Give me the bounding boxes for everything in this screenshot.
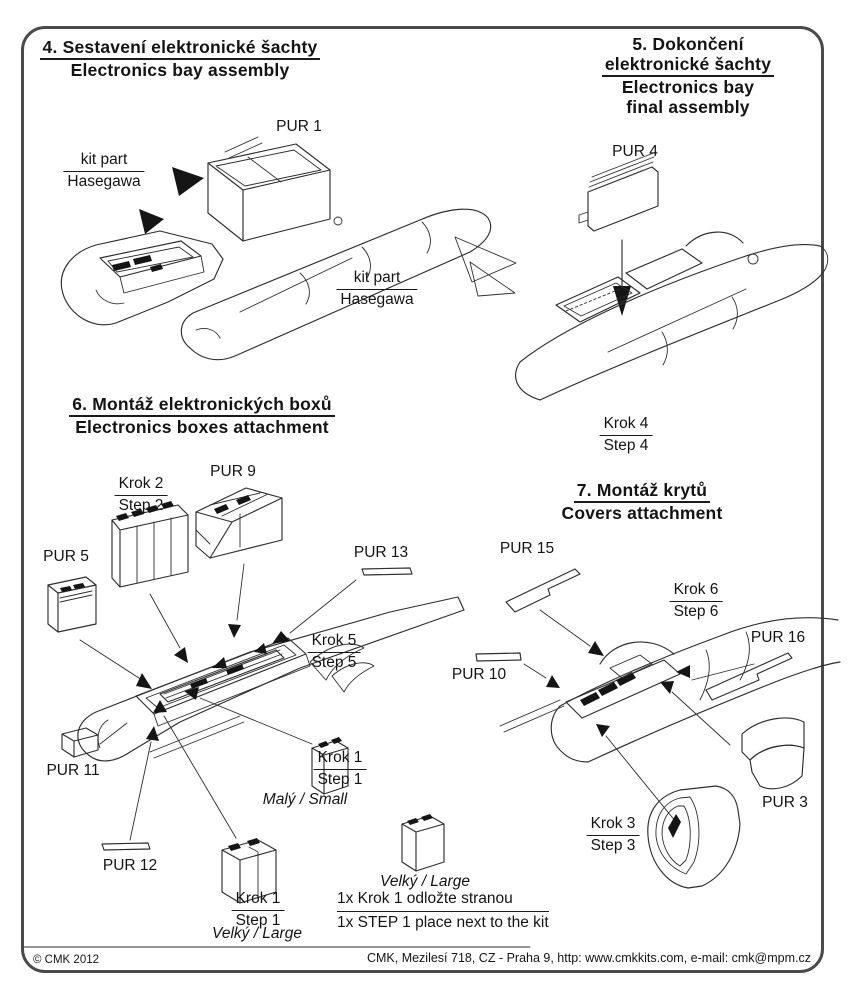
arrow-icon bbox=[212, 657, 227, 668]
step5-title-cs-2: elektronické šachty bbox=[602, 54, 774, 77]
label-pur-4: PUR 4 bbox=[612, 143, 658, 160]
label-pur-13: PUR 13 bbox=[353, 544, 409, 561]
step6-title-cs: 6. Montáž elektronických boxů bbox=[69, 394, 335, 417]
arrow-icon bbox=[139, 209, 164, 234]
label-krok5-step5 bbox=[308, 631, 361, 673]
label-pur-11: PUR 11 bbox=[46, 762, 100, 779]
bay-rim bbox=[566, 660, 680, 718]
step6-title-en: Electronics boxes attachment bbox=[75, 417, 329, 437]
canopy-arc bbox=[686, 232, 743, 246]
bay-frame-rear bbox=[626, 249, 702, 289]
set-aside-note bbox=[337, 888, 549, 934]
step6-heading bbox=[42, 394, 362, 437]
step7-heading bbox=[552, 480, 732, 523]
tail-strakes bbox=[455, 237, 516, 296]
pur11-box bbox=[62, 728, 98, 757]
label-pur-15: PUR 15 bbox=[499, 540, 555, 557]
leader-line bbox=[524, 664, 546, 678]
pur10-strip bbox=[476, 653, 521, 661]
leader-line bbox=[130, 742, 151, 840]
step7-title-cs: 7. Montáž krytů bbox=[574, 480, 710, 503]
box-connector-detail bbox=[228, 843, 241, 851]
hasegawa-text: Hasegawa bbox=[67, 173, 141, 190]
arrow-icon bbox=[254, 643, 267, 654]
arrow-icon bbox=[184, 687, 199, 700]
box-connector-detail bbox=[247, 838, 260, 846]
leader-line bbox=[200, 698, 312, 744]
box-connector-detail bbox=[318, 741, 329, 748]
leader-line bbox=[80, 640, 142, 680]
step5-assembly-drawing bbox=[516, 152, 828, 400]
electronics-rail bbox=[160, 650, 284, 702]
note-cs-text: 1x Krok 1 odložte stranou bbox=[337, 888, 549, 912]
pur3-cover-side bbox=[750, 745, 804, 788]
pur15-strip bbox=[506, 569, 580, 612]
label-pur-5: PUR 5 bbox=[43, 548, 89, 565]
step-text: Step 1 bbox=[235, 912, 281, 929]
cover-detail bbox=[668, 814, 681, 838]
step5-title-en-1: Electronics bay bbox=[621, 77, 755, 97]
step7-assembly-drawing bbox=[476, 569, 840, 888]
arrow-icon bbox=[546, 675, 560, 688]
arrow-icon bbox=[588, 641, 604, 656]
hasegawa-text: Hasegawa bbox=[340, 291, 414, 308]
label-krok3-step3 bbox=[587, 814, 640, 856]
pur3-cover-top bbox=[742, 718, 804, 760]
pur5-box bbox=[48, 577, 96, 632]
step4-title-en: Electronics bay assembly bbox=[70, 60, 290, 80]
pur12-strip bbox=[102, 843, 150, 850]
box-dividers bbox=[137, 518, 171, 583]
copyright-text: © CMK 2012 bbox=[33, 954, 100, 966]
nose-bay-wall bbox=[120, 256, 204, 293]
fuselage-port bbox=[748, 254, 758, 264]
step-text: Step 3 bbox=[590, 837, 636, 854]
label-krok6-step6 bbox=[670, 580, 723, 622]
arrow-icon bbox=[228, 624, 241, 638]
krok-text: Krok 1 bbox=[232, 889, 285, 911]
pur4-panel bbox=[588, 167, 658, 231]
krok-text: Krok 5 bbox=[308, 631, 361, 653]
step-text: Step 4 bbox=[603, 437, 649, 454]
leader-line bbox=[672, 692, 730, 745]
leader-line bbox=[240, 258, 352, 312]
step-text: Step 6 bbox=[673, 603, 719, 620]
leader-line bbox=[164, 716, 236, 838]
box-connector-detail bbox=[214, 504, 229, 514]
step5-title-en-2: final assembly bbox=[626, 97, 750, 117]
electronics-detail bbox=[133, 255, 152, 265]
krok-text: Krok 4 bbox=[600, 414, 653, 436]
inverted-nose-hull bbox=[78, 597, 464, 761]
label-maly-small: Malý / Small bbox=[262, 791, 348, 808]
nose-cover-part bbox=[648, 786, 740, 888]
publisher-address: CMK, Mezilesí 718, CZ - Praha 9, http: www.cmkkits.com, e-mail: cmk@mpm.cz bbox=[366, 951, 811, 965]
fuselage-nose-curve bbox=[551, 706, 588, 762]
krok-text: Krok 6 bbox=[670, 580, 723, 602]
arrow-icon bbox=[596, 724, 610, 737]
step-text: Step 1 bbox=[317, 771, 363, 788]
arrow-icon bbox=[146, 726, 159, 741]
fuselage-panel-lines bbox=[608, 289, 746, 365]
pur1-crate-divider bbox=[248, 157, 281, 182]
fuselage-end-curve bbox=[820, 246, 828, 274]
leader-line bbox=[540, 610, 590, 646]
step4-title-cs: 4. Sestavení elektronické šachty bbox=[40, 37, 321, 60]
pur1-crate-top bbox=[208, 144, 330, 190]
kit-part-text: kit part bbox=[63, 150, 144, 172]
box-rib-lines bbox=[60, 591, 92, 602]
hull-detail-lines bbox=[98, 716, 244, 758]
step5-title-cs-1: 5. Dokončení bbox=[632, 34, 744, 54]
arrow-icon bbox=[174, 647, 188, 663]
step-text: Step 2 bbox=[118, 497, 164, 514]
fuselage-nose-curve bbox=[516, 362, 540, 400]
leader-line bbox=[150, 594, 180, 648]
step7-title-en: Covers attachment bbox=[561, 503, 723, 523]
label-velky-large-1: Velký / Large bbox=[212, 925, 302, 942]
pur4-panel-tab bbox=[579, 212, 588, 223]
kit-part-text: kit part bbox=[336, 268, 417, 290]
step5-heading bbox=[593, 34, 783, 117]
pur13-strip bbox=[362, 568, 412, 575]
label-velky-large-2: Velký / Large bbox=[380, 873, 470, 890]
nose-panel-line bbox=[96, 290, 124, 304]
krok-text: Krok 2 bbox=[115, 474, 168, 496]
box-connector-detail bbox=[421, 814, 433, 821]
nose-cone-line bbox=[196, 328, 220, 338]
label-pur-16: PUR 16 bbox=[750, 629, 806, 646]
label-pur-1: PUR 1 bbox=[276, 118, 322, 135]
arrow-icon bbox=[136, 673, 152, 689]
arrow-icon bbox=[153, 700, 167, 713]
bay-hidden-line bbox=[566, 289, 620, 311]
box-connector-detail bbox=[407, 818, 419, 825]
label-pur-12: PUR 12 bbox=[102, 857, 158, 874]
step-text: Step 5 bbox=[311, 654, 357, 671]
arrow-icon bbox=[272, 631, 290, 644]
velky-large-box bbox=[402, 816, 444, 871]
step4-heading bbox=[30, 37, 330, 80]
arrow-icon bbox=[676, 665, 690, 678]
leader-line bbox=[237, 564, 244, 620]
label-kit-part-hasegawa-left bbox=[63, 150, 144, 192]
label-krok4-step4 bbox=[600, 414, 653, 456]
label-pur-3: PUR 3 bbox=[762, 794, 808, 811]
label-krok2-step2 bbox=[115, 474, 168, 516]
label-kit-part-hasegawa-right bbox=[336, 268, 417, 310]
box-connector-detail bbox=[60, 586, 72, 592]
note-en-text: 1x STEP 1 place next to the kit bbox=[337, 914, 549, 931]
leader-line bbox=[100, 723, 127, 744]
label-pur-9: PUR 9 bbox=[210, 463, 256, 480]
krok-text: Krok 3 bbox=[587, 814, 640, 836]
label-pur-10: PUR 10 bbox=[451, 666, 507, 683]
label-krok1-step1-small bbox=[314, 748, 367, 790]
krok-text: Krok 1 bbox=[314, 748, 367, 770]
arrow-icon bbox=[172, 167, 204, 196]
bay-rim-inner bbox=[146, 645, 296, 708]
pur9-roof-grid bbox=[196, 493, 268, 547]
leader-line bbox=[606, 736, 676, 822]
fuselage-port bbox=[334, 217, 342, 225]
